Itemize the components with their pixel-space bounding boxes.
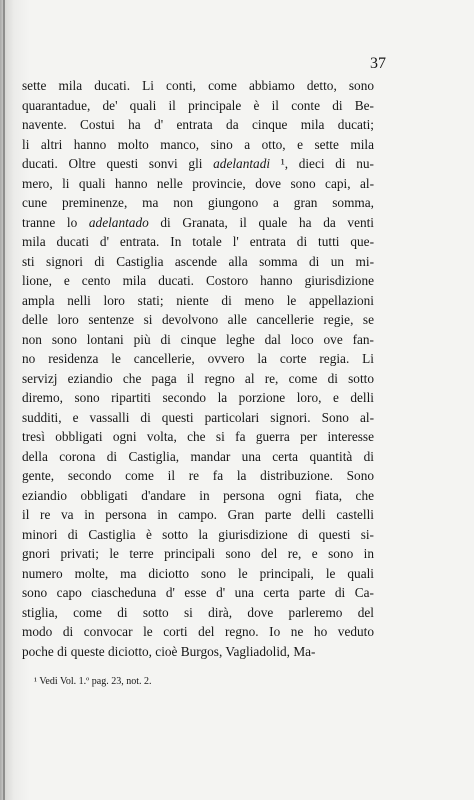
text-line: della corona di Castiglia, mandar una certa quantità di xyxy=(22,448,374,464)
text-line: mero, li quali hanno nelle provincie, dove sono capi, al- xyxy=(22,175,374,191)
text-line: no residenza le cancellerie, ovvero la corte regia. Li xyxy=(22,351,374,366)
text-line: tresì obbligati ogni volta, che si fa guerra per interesse xyxy=(22,429,374,444)
text-line: sette mila ducati. Li conti, come abbiamo detto, sono xyxy=(22,78,374,93)
text-line: delle loro sentenze si devolvono alle cancellerie regie, se xyxy=(22,312,374,327)
text-line: sti signori di Castiglia ascende alla somma di un mi- xyxy=(22,253,374,269)
text-line: eziandio obbligati d'andare in persona ogni fiata, che xyxy=(22,487,374,503)
text-line: ducati. Oltre questi sonvi gli adelantadi ¹, dieci di nu- xyxy=(22,156,374,171)
text-line: sudditi, e vassalli di questi particolari signori. Sono al- xyxy=(22,409,374,425)
text-line: modo di convocar le corti del regno. Io ne ho veduto xyxy=(22,624,374,639)
text-line: numero molte, ma diciotto sono le principali, le quali xyxy=(22,565,374,581)
footnote: ¹ Vedi Vol. 1.º pag. 23, not. 2. xyxy=(34,676,152,687)
text-line: poche di queste diciotto, cioè Burgos, Vagliadolid, Ma- xyxy=(22,643,316,659)
body-text xyxy=(22,76,374,661)
text-line: gnori privati; le terre principali sono del re, e sono in xyxy=(22,546,374,561)
text-line: non sono lontani più di cinque leghe dal loco ove fan- xyxy=(22,331,374,347)
text-line: quarantadue, de' quali il principale è il conte di Be- xyxy=(22,97,374,113)
text-line: sono capo ciascheduna d' esse d' una certa parte di Ca- xyxy=(22,585,374,600)
text-line: navente. Costui ha d' entrata da cinque mila ducati; xyxy=(22,117,374,132)
text-line: gente, secondo come il re fa la distribuzione. Sono xyxy=(22,468,374,483)
text-line: mila ducati d' entrata. In totale l' entrata di tutti que- xyxy=(22,234,374,249)
text-line: servizj eziandio che paga il regno al re, come di sotto xyxy=(22,370,374,386)
text-line: tranne lo adelantado di Granata, il quale ha da venti xyxy=(22,214,375,230)
text-line: lione, e cento mila ducati. Costoro hanno giurisdizione xyxy=(22,273,374,288)
text-line: cune preminenze, ma non giungono a gran somma, xyxy=(22,195,374,210)
text-line: diremo, sono ripartiti secondo la porzione loro, e delli xyxy=(22,390,374,405)
page-gutter-edge xyxy=(3,0,5,800)
text-line: minori di Castiglia è sotto la giurisdizione di questi si- xyxy=(22,526,374,542)
text-line: il re va in persona in campo. Gran parte delli castelli xyxy=(22,507,374,522)
text-line: stiglia, come di sotto si dirà, dove parleremo del xyxy=(22,604,374,620)
text-line: ampla nelli loro stati; niente di meno le appellazioni xyxy=(22,292,374,308)
page-number: 37 xyxy=(370,55,386,72)
text-line: li altri hanno molto manco, sino a otto, e sette mila xyxy=(22,136,374,152)
